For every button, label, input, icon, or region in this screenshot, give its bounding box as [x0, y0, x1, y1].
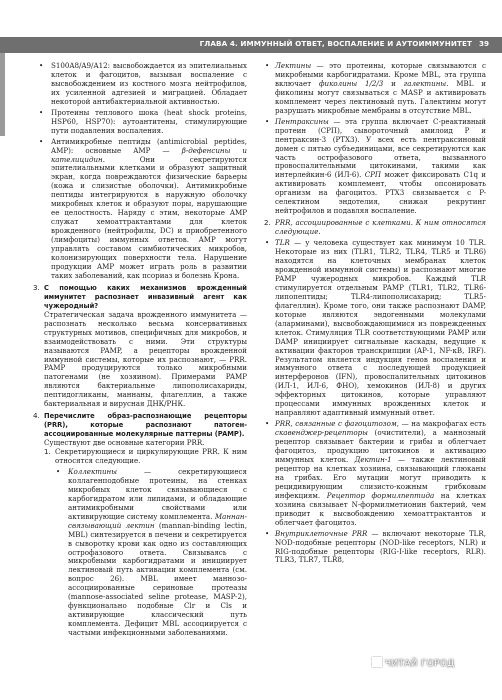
text-run: — эта группа включает C-реактивный протеин (СРП), сывороточный амилоид P и пентраксин-3 (PTX3). У всех есть пентраксиновый домен с пятью субъединицами, все секретируются как часть острофазового ответа, вызванного провоспалительными цитокинами, такими как интерлейкин-6 (ИЛ-6). — [275, 116, 486, 180]
list-item — [38, 109, 247, 136]
italic-term: β-дефенсины и кателицидин — [51, 145, 247, 164]
text-run: — секретирующиеся коллагенподобные протеины, на стенках микробных клеток связывающиеся с карбогидратом или липидами, и обладающие антимикробными свойствами или активирующие систему комплемента. — [68, 466, 247, 521]
sub-list — [44, 468, 247, 638]
bullet-mark: • — [265, 116, 270, 126]
running-header: ГЛАВА 4. ИММУННЫЙ ОТВЕТ, ВОСПАЛЕНИЕ И АУТОИММУНИТЕТ — [199, 39, 472, 48]
question-number: 4. — [33, 411, 40, 421]
bullet-mark: • — [39, 61, 44, 70]
italic-term: СРП — [364, 170, 382, 180]
question-3 — [33, 284, 247, 409]
bullet-mark: • — [265, 61, 270, 70]
question-title: Перечислите образ-распознающие рецепторы (PRR), которые распознают патоген-ассоциированные молекулярные паттерны (PAMP). — [44, 412, 247, 439]
italic-term: Дектин-1 — [354, 454, 392, 464]
right-column — [264, 62, 486, 567]
italic-term: Лектины — [275, 61, 312, 70]
bullet-mark: • — [265, 419, 270, 429]
italic-term: PRR, связанные с фагоцитозом — [275, 419, 397, 429]
list-item — [38, 62, 247, 107]
text-run: — это протеины, которые связываются с микробными карбогидратами. Кроме MBL, эта группа включает — [275, 61, 486, 88]
italic-term: галектины — [403, 78, 447, 88]
question-number: 3. — [33, 282, 40, 292]
text-run: (mannan-binding lectin, MBL) синтезируется в печени и секретируется в сыворотку крови как одно из составляющих острофазового ответа. Связываясь с микробными карбогидратами и инициирует лектиновый путь активации комплемента (см. вопрос 26). MBL имеет маннозо-ассоциированные сериновые протеазы (mannose-associated seline protease, MASP-2), функционально подобные Clr и Cls и активирующие классический путь комплемента. Дефицит MBL ассоциируется с частыми инфекционными заболеваниями. — [68, 520, 247, 638]
sub-number: 2. — [264, 218, 271, 228]
text-run: — у человека существует как минимум 10 TLR. Некоторые из них (TLR1, TLR2, TLR4, TLR5 и TLR6) находятся на клеточных мембранах клеток врожденной иммунной системы) и распознают многие PAMP чужеродных микробов. Каждый TLR стимулируется отдельным PAMP (TLR1, TLR2, TLR6-липопептиды; TLR4-липополисахарид; TLR5-флагеллин). Кроме того, они также распознают DAMP, которые являются эндогенными молекулами (аларминами), высвобождающимися из поврежденных клеток. Стимуляция TLR соответствующими PAMP или DAMP инициирует сигнальные каскады, ведущие к активации факторов транскрипции (AP-1, NF-κB, IRF). Результатом является индукция генов воспаления и иммунного ответа с последующей продукцией интерферонов (IFN), провоспалительных цитокинов (ИЛ-1, ИЛ-6, ФНО), хемокинов (ИЛ-8) и других эффекторных цитокинов, которые управляют процессами иммунных врожденных клеток и направляют адаптивный иммунный ответ. — [275, 238, 486, 418]
list-item — [55, 468, 247, 638]
italic-term: фиколины 1/2/3 — [318, 78, 384, 88]
bullet-mark: • — [56, 466, 61, 476]
paragraph: Секретирующиеся и циркулирующие PRR. К ним относятся следующие. — [55, 447, 247, 465]
sub-number: 1. — [44, 447, 51, 457]
bullet-mark: • — [39, 136, 44, 146]
left-column — [33, 62, 247, 640]
text-run: — включают некоторые TLR, NOD-подобные рецепторы (NOD-like receptors, NLR) и RIG-подобные рецепторы (RIG-I-like receptors, RLR). TLR3, TLR7, TLR8, — [275, 528, 486, 565]
italic-term: Рецептор формилпептида — [326, 490, 435, 500]
question-4 — [33, 412, 247, 638]
watermark-text: ЧИТАЙ ГОРОД — [385, 659, 455, 669]
paragraph: Стратегическая задача врожденного иммунитета — распознать несколько весьма консервативных структурных мотивов, специфичных для микробов, и взаимодействовать с ними. Эти структуры называются PAMP, а рецепторы врожденной иммунной системы, которые их распознают, — PRR. PAMP продуцируются только микробными патогенами (не хозяином). Примерами PAMP являются бактериальные липополисахариды, пептидогликаны, маннаны, флагеллин, а также бактериальная и вирусная ДНК/РНК. — [44, 309, 247, 409]
text-run: (очистители), а маннозный рецептор связывает бактерии и грибы и облегчает фагоцитоз, продукцию цитокинов и активацию иммунных клеток. — [275, 428, 486, 464]
text-run: . Они секретируются эпителиальными клетками и образуют защитный экран, когда повреждаются физические барьеры (кожа и слизистые оболочки). Антимикробные пептиды интегрируются в наружную оболочку микробных клеток и образуют поры, нарушающие ее целостность. Наряду с этим, некоторые AMP служат хемоаттрактантами для клеток врожденного (нейтрофилы, DC) и приобретенного (лимфоциты) иммунных ответов. AMP могут управлять составом симбиотических микробов, колонизирующих поверхности тела. Нарушение продукции AMP может играть роль в развитии таких заболеваний, как псориаз и болезнь Крона. — [51, 154, 247, 280]
chapter-tab — [0, 53, 5, 136]
bullet-mark: • — [265, 238, 270, 248]
text-run: . MBL и фиколины могут связываться с MASP и активировать комплемент через лектиновый путь. Галектины могут разрушать микробные мембраны в отсутствие MBL. — [275, 78, 486, 115]
italic-term: Внутриклеточные PRR — [275, 528, 368, 538]
list-item — [264, 62, 486, 116]
text-run: , — на макрофагах есть — [396, 419, 486, 429]
text-run: Антимикробные пептиды (antimicrobial peptides, AMP): основные AMP — — [51, 136, 247, 155]
text-run: и — [383, 78, 404, 88]
italic-term: TLR — [275, 238, 290, 248]
list-item — [264, 239, 486, 418]
italic-term: Коллектины — [68, 466, 117, 476]
italic-term: скавенджер-рецепторы — [275, 428, 368, 438]
bullet-mark: • — [265, 528, 270, 538]
text-run: — также лектиновый рецептор на клетках хозяина, связывающий глюканы на грибах. Его мутации могут приводить к рецидивирующим слизисто-кожным грибковым инфекциям. — [275, 454, 486, 500]
paragraph: S100A8/A9/A12: высвобождается из эпителиальных клеток и фагоцитов, вызывая воспаление с высвобождением из костного мозга нейтрофилов, их усиленной адгезией и миграцией. Обладает некоторой антибактериальной активностью. — [51, 61, 247, 106]
list-item — [264, 118, 486, 216]
italic-term: Пентраксины — [275, 116, 329, 126]
list-item — [264, 530, 486, 566]
question-title: С помощью каких механизмов врожденный иммунитет распознает инвазивный агент как чужеродный? — [44, 283, 247, 310]
list-item — [264, 420, 486, 527]
page-number: 39 — [478, 39, 489, 48]
sub-item — [264, 219, 486, 237]
list-item — [38, 138, 247, 281]
text-run: на клетках хозяина связывает N-формилметионин бактерий, чем приводит к высвобождению хемоаттрактантов и облегчает фагоцитоз. — [275, 490, 486, 527]
italic-term: Маннан-связывающий лектин — [68, 511, 247, 530]
italic-term: PRR, ассоциированные с клетками. К ним относятся следующие. — [275, 218, 486, 237]
paragraph: Существуют две основные категории PRR. — [44, 438, 205, 448]
sub-item — [44, 448, 247, 466]
paragraph: Протеины теплового шока (heat shock proteins, HSP60, HSP70): аутоантитены, стимулирующие пути подавления воспаления. — [51, 107, 247, 135]
watermark — [372, 657, 455, 669]
text-run: может фиксировать C1q и активировать комплемент, чтобы опсонировать организм на фагоцитоз. PTX3 связывается с P-селектином эндотелия, снижая рекрутинг нейтрофилов и подавляя воспаление. — [275, 170, 487, 216]
watermark-logo-icon — [372, 657, 382, 667]
bullet-mark: • — [39, 107, 44, 117]
